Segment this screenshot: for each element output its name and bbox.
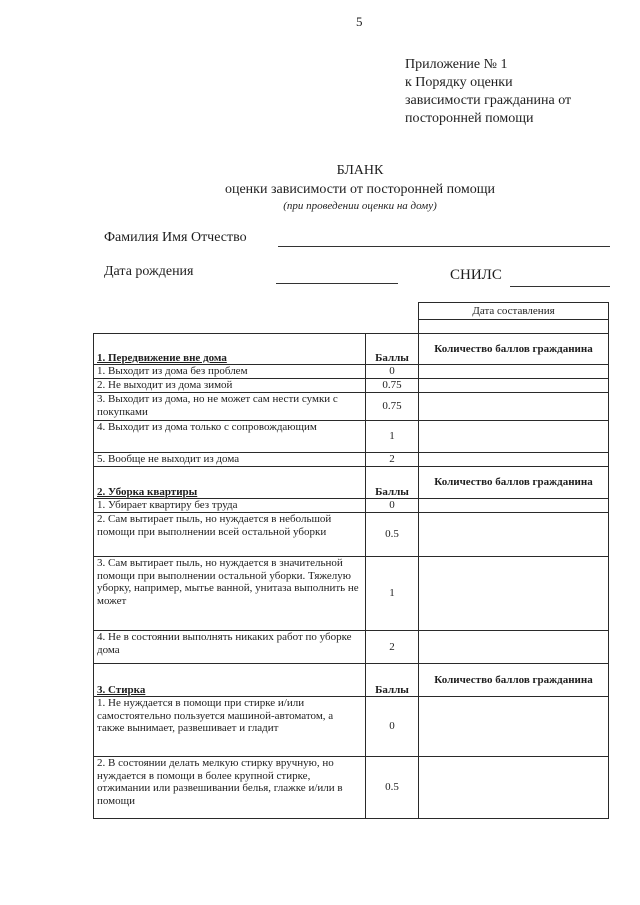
count-header: Количество баллов гражданина — [419, 467, 609, 499]
criterion-score: 0.5 — [366, 513, 419, 557]
citizen-score-cell[interactable] — [419, 631, 609, 664]
criterion-text: 2. Не выходит из дома зимой — [94, 379, 366, 393]
criterion-score: 0.75 — [366, 379, 419, 393]
criterion-score: 2 — [366, 631, 419, 664]
appendix-line: к Порядку оценки — [405, 75, 513, 90]
citizen-score-cell[interactable] — [419, 557, 609, 631]
assessment-table — [93, 302, 609, 819]
citizen-score-cell[interactable] — [419, 697, 609, 757]
points-header: Баллы — [366, 467, 419, 499]
citizen-score-cell[interactable] — [419, 379, 609, 393]
appendix-line: Приложение № 1 — [405, 57, 508, 72]
criterion-text: 2. Сам вытирает пыль, но нуждается в небольшой помощи при выполнении всей остальной уборки — [94, 513, 366, 557]
criterion-text: 3. Сам вытирает пыль, но нуждается в значительной помощи при выполнении остальной уборки. Тяжелую уборку, например, мытье ванной, унитаза выполнить не может — [94, 557, 366, 631]
count-header: Количество баллов гражданина — [419, 334, 609, 365]
section-title: 1. Передвижение вне дома — [94, 334, 366, 365]
criterion-score: 1 — [366, 421, 419, 453]
citizen-score-cell[interactable] — [419, 453, 609, 467]
section-title: 3. Стирка — [94, 664, 366, 697]
criterion-text: 1. Убирает квартиру без труда — [94, 499, 366, 513]
date-value-cell[interactable] — [419, 320, 609, 334]
form-subtitle: оценки зависимости от посторонней помощи — [224, 182, 496, 197]
count-header: Количество баллов гражданина — [419, 664, 609, 697]
points-header: Баллы — [366, 664, 419, 697]
criterion-score: 0 — [366, 499, 419, 513]
criterion-text: 1. Не нуждается в помощи при стирке и/или самостоятельно пользуется машиной-автоматом, а также вынимает, развешивает и гладит — [94, 697, 366, 757]
criterion-text: 1. Выходит из дома без проблем — [94, 365, 366, 379]
criterion-score: 0 — [366, 365, 419, 379]
page-number: 5 — [356, 14, 363, 29]
criterion-text: 4. Выходит из дома только с сопровождающим — [94, 421, 366, 453]
section-title: 2. Уборка квартиры — [94, 467, 366, 499]
criterion-text: 2. В состоянии делать мелкую стирку вручную, но нуждается в помощи в более крупной стирке, отжимании или развешивании белья, глажке и/или в помощи — [94, 757, 366, 819]
appendix-line: посторонней помощи — [405, 111, 534, 126]
citizen-score-cell[interactable] — [419, 421, 609, 453]
citizen-score-cell[interactable] — [419, 513, 609, 557]
snils-label: СНИЛС — [450, 267, 502, 283]
criterion-score: 0.5 — [366, 757, 419, 819]
date-header: Дата составления — [419, 303, 609, 320]
form-note: (при проведении оценки на дому) — [283, 200, 437, 212]
criterion-score: 1 — [366, 557, 419, 631]
points-header: Баллы — [366, 334, 419, 365]
citizen-score-cell[interactable] — [419, 393, 609, 421]
birth-date-label: Дата рождения — [104, 264, 194, 279]
table-corner — [94, 303, 419, 334]
citizen-score-cell[interactable] — [419, 499, 609, 513]
appendix-block — [405, 56, 571, 128]
criterion-score: 0 — [366, 697, 419, 757]
snils-field[interactable] — [510, 286, 610, 287]
criterion-text: 4. Не в состоянии выполнять никаких работ по уборке дома — [94, 631, 366, 664]
citizen-score-cell[interactable] — [419, 757, 609, 819]
appendix-line: зависимости гражданина от — [405, 93, 572, 108]
full-name-label: Фамилия Имя Отчество — [104, 230, 247, 245]
form-title: БЛАНК — [336, 163, 384, 178]
criterion-text: 5. Вообще не выходит из дома — [94, 453, 366, 467]
citizen-score-cell[interactable] — [419, 365, 609, 379]
criterion-score: 2 — [366, 453, 419, 467]
criterion-score: 0.75 — [366, 393, 419, 421]
birth-date-field[interactable] — [276, 283, 398, 284]
full-name-field[interactable] — [278, 246, 610, 247]
criterion-text: 3. Выходит из дома, но не может сам нести сумки с покупками — [94, 393, 366, 421]
